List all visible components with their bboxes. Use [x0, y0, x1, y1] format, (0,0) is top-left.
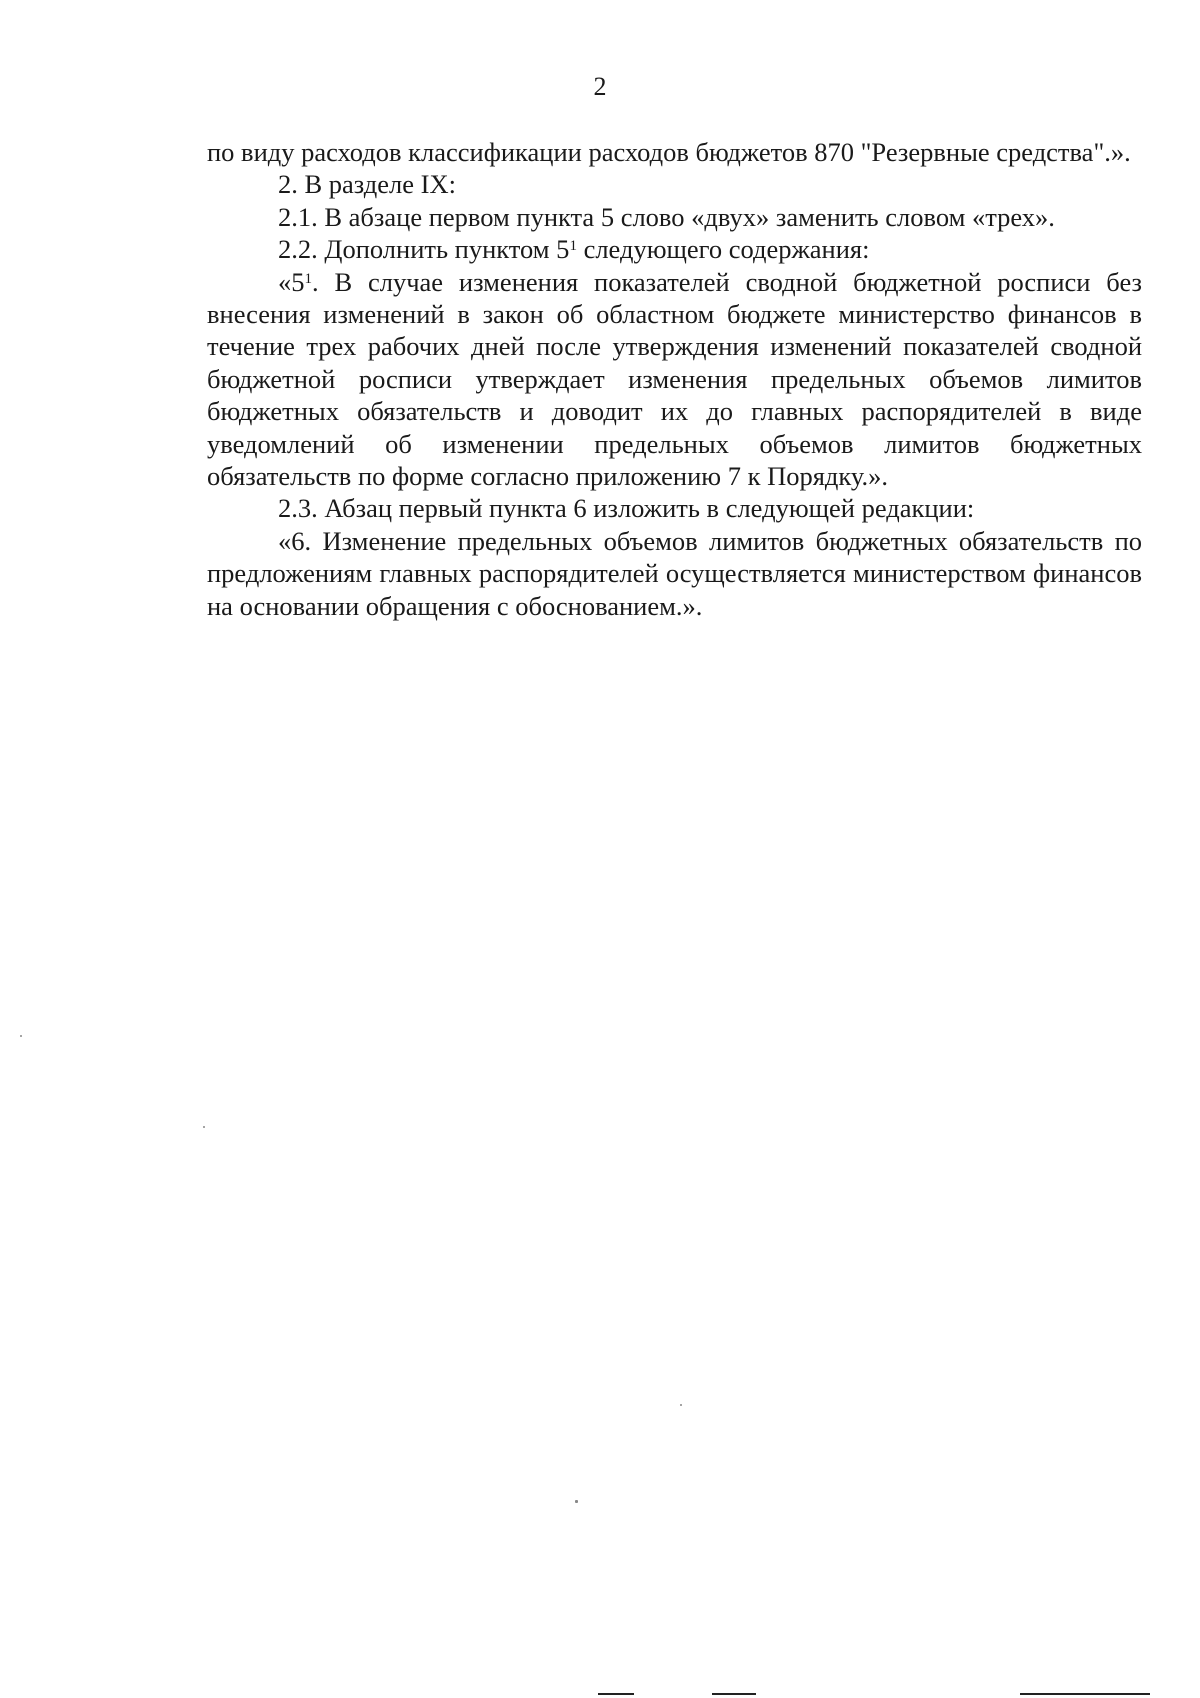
paragraph-2-2: [207, 233, 1142, 265]
paragraph-2-1: 2.1. В абзаце первом пункта 5 слово «двух» заменить словом «трех».: [278, 201, 1055, 232]
scan-speck: [20, 1035, 22, 1037]
paragraph-2-2-text-end: следующего содержания:: [576, 234, 870, 265]
paragraph-continuation: по виду расходов классификации расходов бюджетов 870 "Резервные средства".».: [207, 137, 1131, 167]
scan-edge-mark: [1020, 1693, 1150, 1695]
scan-speck: [203, 1126, 205, 1128]
superscript: 1: [569, 238, 577, 255]
scan-edge-mark: [598, 1693, 634, 1695]
paragraph-2-3: 2.3. Абзац первый пункта 6 изложить в следующей редакции:: [278, 493, 975, 524]
paragraph-quote-5-1-text: . В случае изменения показателей сводной бюджетной росписи без внесения изменений в закон об областном бюджете министерство финансов в течение трех рабочих дней после утверждения изменений показателей сводной бюджетной росписи утверждает изменения предельных объемов лимитов бюджетных обязательств и доводит их до главных распорядителей в виде уведомлений об изменении предельных объемов лимитов бюджетных обязательств по форме согласно приложению 7 к Порядку.».: [207, 266, 1142, 492]
scan-edge-mark: [712, 1693, 756, 1695]
paragraph-quote-5-1-start: «5: [278, 266, 305, 297]
paragraph-quote-5-1: [207, 266, 1142, 493]
paragraph-quote-6: «6. Изменение предельных объемов лимитов бюджетных обязательств по предложениям главных распорядителей осуществляется министерством финансов на основании обращения с обоснованием.».: [207, 525, 1142, 621]
paragraph-2-2-text: 2.2. Дополнить пунктом 5: [278, 234, 570, 265]
document-body: [207, 136, 1142, 622]
paragraph-section-ix: 2. В разделе IX:: [278, 169, 456, 200]
scan-speck: [680, 1404, 682, 1406]
superscript: 1: [304, 270, 312, 287]
page-number: 2: [593, 72, 607, 101]
scan-speck: [575, 1500, 578, 1503]
